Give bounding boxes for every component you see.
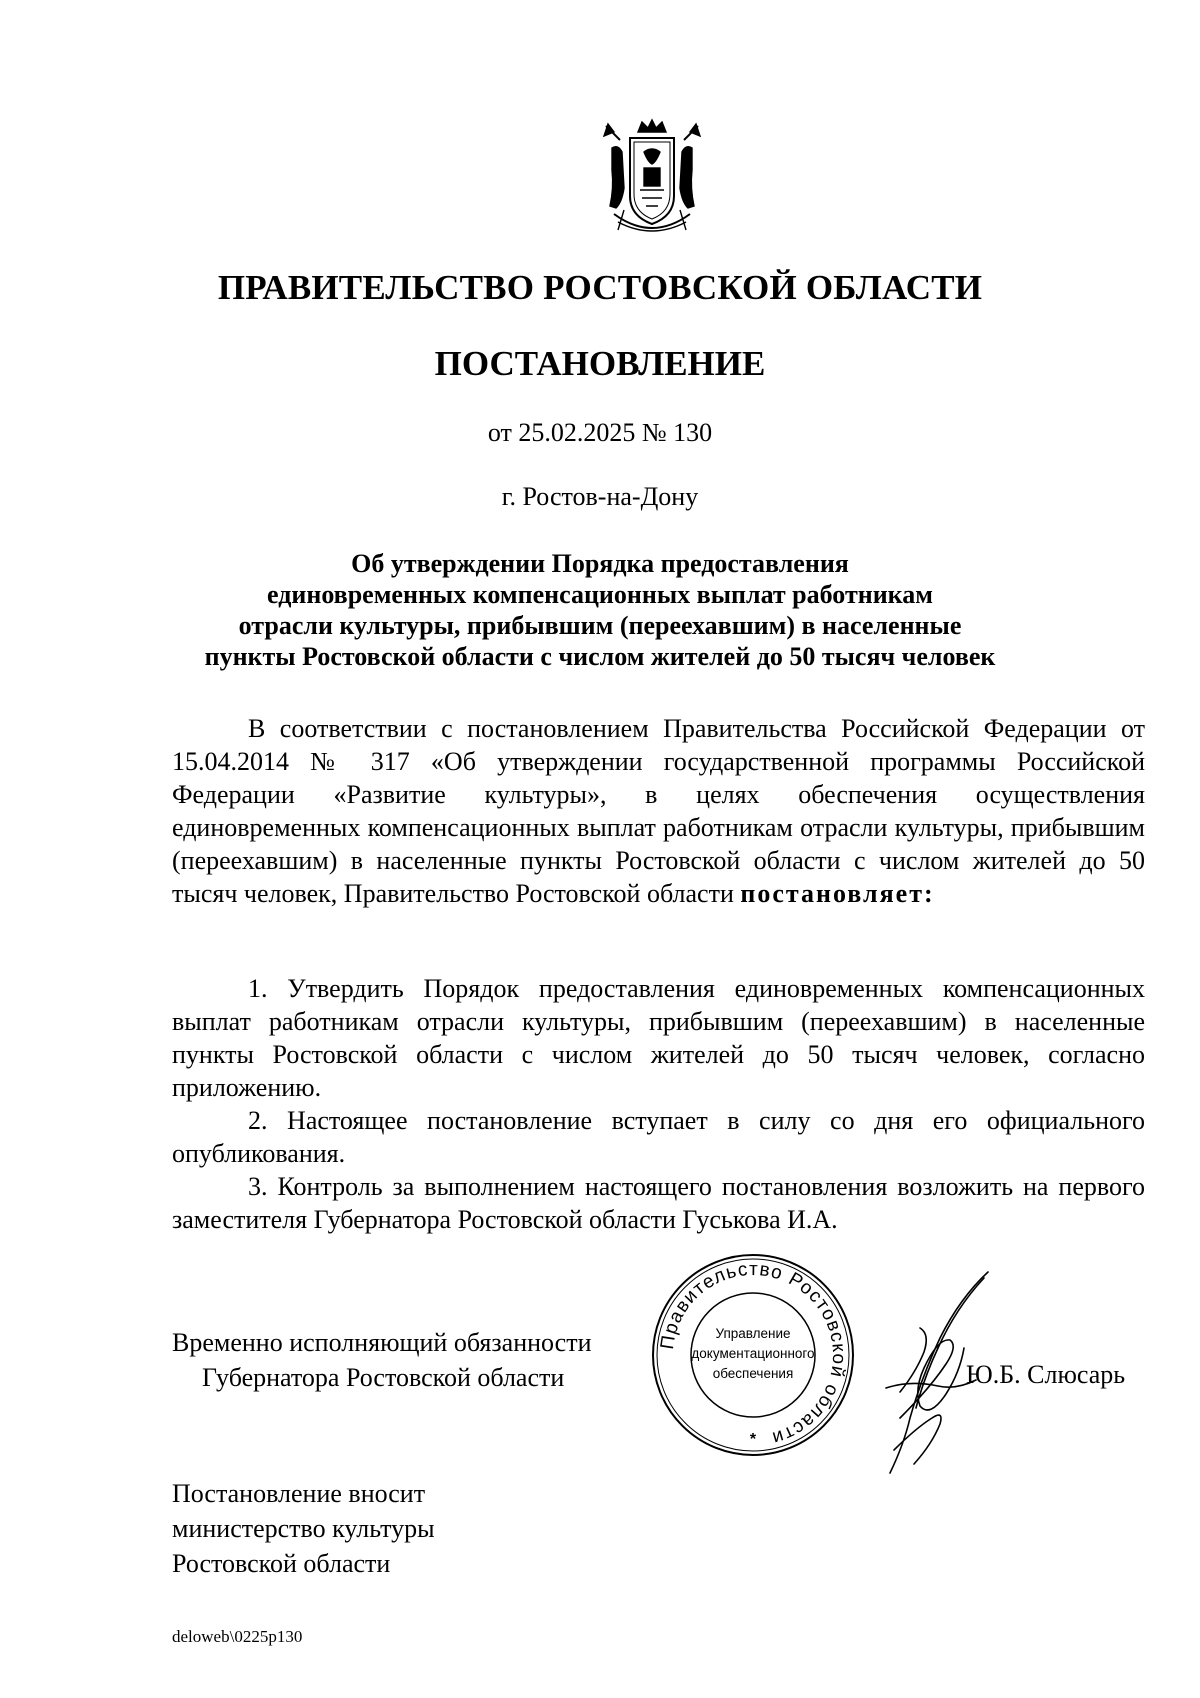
stamp-star: * <box>749 1431 757 1448</box>
stamp-center-line1: Управление <box>715 1326 791 1341</box>
resolves-word: постановляет <box>740 879 924 908</box>
resolution-item-1: 1. Утвердить Порядок предоставления единовременных компенсационных выплат работникам отрасли культуры, прибывшим (переехавшим) в населенные пункты Ростовской области с числом жителей до 50 тысяч человек, согласно приложению. <box>172 974 1145 1102</box>
signer-position-line2: Губернатора Ростовской области <box>202 1363 565 1392</box>
title-line: отрасли культуры, прибывшим (переехавшим) в населенные <box>238 611 962 640</box>
resolution-item-2: 2. Настоящее постановление вступает в силу со дня его официального опубликования. <box>172 1106 1145 1168</box>
document-title <box>150 548 1050 672</box>
resolution-items <box>172 972 1145 1236</box>
resolution-item-3: 3. Контроль за выполнением настоящего постановления возложить на первого заместителя Губернатора Ростовской области Гуськова И.А. <box>172 1172 1145 1234</box>
signer-position <box>172 1325 592 1395</box>
official-stamp <box>650 1252 856 1458</box>
title-line: Об утверждении Порядка предоставления <box>351 549 849 578</box>
introducer-line1: Постановление вносит <box>172 1479 426 1508</box>
organization-name: ПРАВИТЕЛЬСТВО РОСТОВСКОЙ ОБЛАСТИ <box>217 268 983 307</box>
document-reference: deloweb\0225p130 <box>172 1627 303 1646</box>
stamp-center-line3: обеспечения <box>712 1366 794 1381</box>
preamble-paragraph <box>172 712 1145 910</box>
document-city: г. Ростов-на-Дону <box>501 482 699 511</box>
signer-name: Ю.Б. Слюсарь <box>966 1360 1126 1389</box>
introducer-line3: Ростовской области <box>172 1549 391 1578</box>
document-date-number: от 25.02.2025 № 130 <box>487 418 713 447</box>
coat-of-arms-icon <box>598 118 706 242</box>
stamp-center-line2: документационного <box>691 1346 815 1361</box>
resolves-colon: : <box>923 879 935 908</box>
preamble-text: В соответствии с постановлением Правительства Российской Федерации от 15.04.2014 № 317 «Об утверждении государственной программы Российской Федерации «Развитие культуры», в целях обеспечения осуществления единовременных компенсационных выплат работникам отрасли культуры, прибывшим (переехавшим) в населенные пункты Ростовской области с числом жителей до 50 тысяч человек, Правительство Ростовской области <box>172 714 1145 908</box>
stamp-ring-text: Правительство Ростовской области <box>657 1258 850 1449</box>
introducer-note <box>172 1476 435 1581</box>
introducer-line2: министерство культуры <box>172 1514 435 1543</box>
title-line: единовременных компенсационных выплат работникам <box>267 580 933 609</box>
signer-position-line1: Временно исполняющий обязанности <box>172 1328 592 1357</box>
title-line: пункты Ростовской области с числом жителей до 50 тысяч человек <box>204 642 996 671</box>
document-type: ПОСТАНОВЛЕНИЕ <box>434 344 766 383</box>
